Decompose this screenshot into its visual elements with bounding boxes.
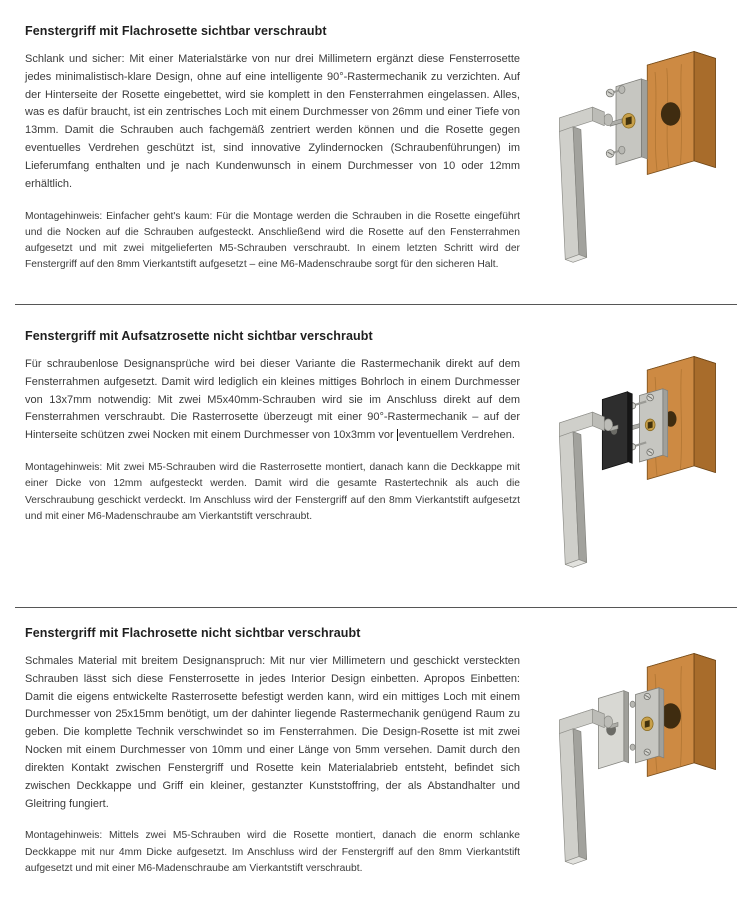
body-text: eventuellem Verdrehen.	[398, 429, 515, 442]
handle-neck	[603, 114, 612, 126]
spindle-hole	[625, 116, 631, 125]
spindle-hole	[644, 720, 649, 728]
spindle-stub	[631, 424, 639, 430]
section-flachrosette-sichtbar	[0, 0, 752, 304]
cover-plate	[598, 691, 628, 769]
section-heading: Fenstergriff mit Flachrosette nicht sichtbar verschraubt	[25, 626, 361, 640]
montage-paragraph: Montagehinweis: Mit zwei M5-Schrauben wird die Rasterrosette montiert, danach kann die Deckkappe mit einer Dicke von 12mm aufgesteckt werden. Damit wird die gesamte Rastertechnik als auch die Verschraubung geschickt verdeckt. Im Anschluss wird der Fenstergriff auf den 8mm Vierkantstift aufgesetzt und mit einer M6-Madenschraube am Vierkantstift verschraubt.	[25, 462, 520, 522]
exploded-view-illustration	[534, 337, 739, 581]
text-column	[0, 626, 520, 878]
distance-pins	[630, 701, 635, 750]
illustration-column	[520, 626, 752, 878]
body-paragraph: Schmales Material mit breitem Designanspruch: Mit nur vier Millimetern und geschickt versteckten Schrauben lässt sich diese Fensterrosette in jedes Interior Design einbetten. Apropos Einbetten: Damit die eigens entwickelte Rasterrosette befestigt werden kann, wird ein mittiges Loch mit einem Durchmesser von 25x15mm benötigt, um der dahinter liegende Rastermechanik genügend Raum zu geben. Die komplette Technik verschwindet so im Fensterrahmen. Die Design-Rosette ist mit zwei Nocken mit einem Durchmesser von 10mm und einer Länge von 5mm versehen. Damit durch den direkten Kontakt zwischen Fenstergriff und Rosette kein Materialabrieb entsteht, befindet sich zwischen Deckkappe und Griff ein kleiner, gestanzter Kunststoffring, der als Abstandhalter und Gleitring fungiert.	[25, 655, 520, 810]
text-column	[0, 24, 520, 276]
cylinder-pin	[630, 744, 635, 750]
exploded-view-illustration	[534, 32, 739, 276]
section-aufsatzrosette	[0, 305, 752, 607]
illustration-column	[520, 24, 752, 276]
spindle-hole	[647, 421, 652, 429]
montage-paragraph: Montagehinweis: Mittels zwei M5-Schrauben wird die Rosette montiert, danach die enorm schlanke Deckkappe mit nur 4mm Dicke aufgesetzt. Im Anschluss wird der Fenstergriff auf den 8mm Vierkantstift aufgesetzt und mit einer M6-Madenschraube am Vierkantstift verschraubt.	[25, 830, 520, 874]
body-paragraph	[25, 356, 520, 445]
raster-rosette	[631, 389, 667, 462]
cylinder-pin	[618, 146, 624, 154]
exploded-view-illustration	[534, 634, 739, 878]
handle-neck	[603, 716, 612, 728]
wood-frame-block	[647, 52, 715, 175]
montage-paragraph: Montagehinweis: Einfacher geht's kaum: Für die Montage werden die Schrauben in die Rosette eingeführt und die Nocken auf die Schrauben aufgesteckt. Anschließend wird die Rosette auf den Fensterrahmen aufgesetzt und mit zwei mitgelieferten M5-Schrauben verschraubt. In einem letzten Schritt wird der Fenstergriff auf den 8mm Vierkantstift aufgesetzt – eine M6-Madenschraube sorgt für den sicheren Halt.	[25, 210, 520, 271]
body-text: Für schraubenlose Designansprüche wird bei dieser Variante die Rastermechanik direkt auf dem Fensterrahmen aufgesetzt. Damit wird lediglich ein kleines mittiges Bohrloch in einem Durchmesser von 13x7mm notwendig: Mit zwei M5x40mm-Schrauben wird sie im Anschluss direkt auf dem Fensterrahmen verschraubt. Die Rasterrosette überzeugt mit einer 90°-Rastermechanik – auf der Hinterseite schützen zwei Nocken mit einem Durchmesser von 10x3mm vor	[25, 358, 520, 442]
illustration-column	[520, 329, 752, 581]
body-paragraph: Schlank und sicher: Mit einer Materialstärke von nur drei Millimetern ergänzt diese Fensterrosette jedes minimalistisch-klare Design, ohne auf eine intelligente 90°-Rastermechanik zu verzichten. Auf der Hinterseite der Rosette eingebettet, wird sie komplett in den Fensterrahmen eingelassen. Alles, was es dafür braucht, ist ein zentrisches Loch mit einem Durchmesser von 26mm und einer Tiefe von 13mm. Damit die Schrauben auch fachgemäß zentriert werden können und die Rosette gegen eventuelles Verdrehen geschützt ist, sind innovative Zylindernocken (Schraubenführungen) im Lieferumfang enthalten und je nach Kundenwunsch in einem Durchmesser von 10 oder 12mm erhältlich.	[25, 53, 520, 190]
raster-rosette	[635, 688, 663, 763]
cylinder-pin	[618, 86, 624, 94]
section-heading: Fenstergriff mit Flachrosette sichtbar verschraubt	[25, 24, 327, 38]
section-flachrosette-nicht-sichtbar	[0, 608, 752, 878]
section-heading: Fenstergriff mit Aufsatzrosette nicht sichtbar verschraubt	[25, 329, 373, 343]
drill-hole	[660, 102, 680, 125]
text-cursor	[397, 429, 398, 441]
cylinder-pin	[630, 701, 635, 707]
window-handle	[559, 107, 612, 262]
text-column	[0, 329, 520, 581]
handle-neck	[603, 419, 612, 431]
